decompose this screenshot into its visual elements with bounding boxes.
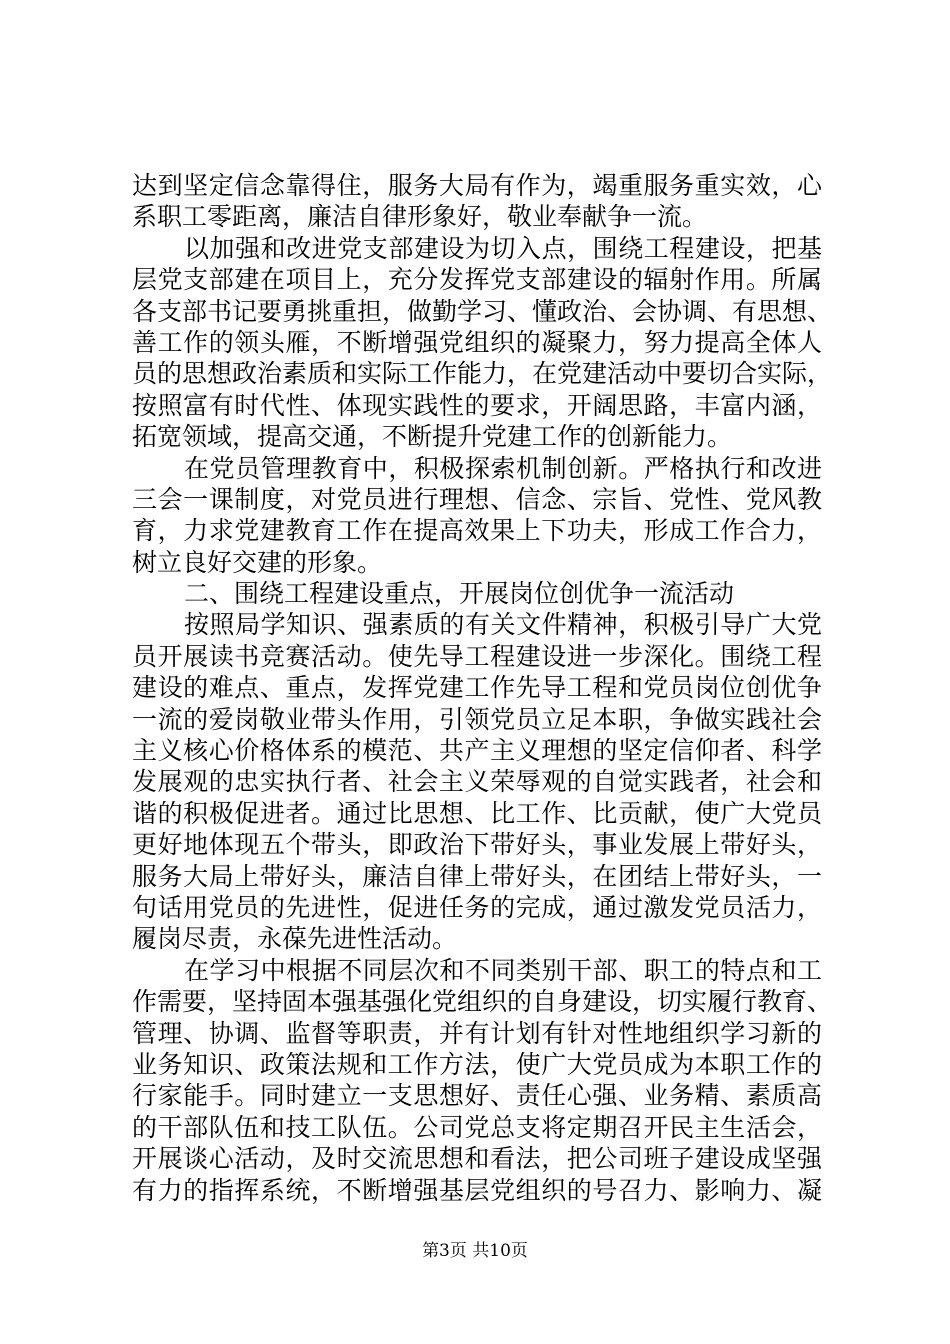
text-line: 员的思想政治素质和实际工作能力，在党建活动中要切合实际， <box>132 359 833 389</box>
text-line: 句话用党员的先进性，促进任务的完成，通过激发党员活力， <box>132 892 822 922</box>
text-line: 谐的积极促进者。通过比思想、比工作、比贡献，使广大党员 <box>132 798 822 828</box>
text-line: 在学习中根据不同层次和不同类别干部、职工的特点和工 <box>184 955 822 985</box>
text-line: 各支部书记要勇挑重担，做勤学习、懂政治、会协调、有思想、 <box>132 296 833 326</box>
text-line: 员开展读书竞赛活动。使先导工程建设进一步深化。围绕工程 <box>132 641 822 671</box>
text-line: 拓宽领域，提高交通，不断提升党建工作的创新能力。 <box>132 422 733 452</box>
text-line: 服务大局上带好头，廉洁自律上带好头，在团结上带好头，一 <box>132 861 822 891</box>
text-line: 主义核心价格体系的模范、共产主义理想的坚定信仰者、科学 <box>132 736 822 766</box>
body-text <box>132 170 833 1206</box>
text-line: 行家能手。同时建立一支思想好、责任心强、业务精、素质高 <box>132 1081 822 1111</box>
text-line: 的干部队伍和技工队伍。公司党总支将定期召开民主生活会， <box>132 1112 822 1142</box>
text-line: 系职工零距离，廉洁自律形象好，敬业奉献争一流。 <box>132 202 708 232</box>
text-line: 一流的爱岗敬业带头作用，引领党员立足本职，争做实践社会 <box>132 704 822 734</box>
text-line: 作需要，坚持固本强基强化党组织的自身建设，切实履行教育、 <box>132 987 833 1017</box>
text-line: 更好地体现五个带头，即政治下带好头，事业发展上带好头， <box>132 830 822 860</box>
text-line: 育，力求党建教育工作在提高效果上下功夫，形成工作合力， <box>132 516 822 546</box>
text-line: 善工作的领头雁，不断增强党组织的凝聚力，努力提高全体人 <box>132 327 822 357</box>
text-line: 发展观的忠实执行者、社会主义荣辱观的自觉实践者，社会和 <box>132 767 822 797</box>
text-line: 建设的难点、重点，发挥党建工作先导工程和党员岗位创优争 <box>132 673 822 703</box>
text-line: 树立良好交建的形象。 <box>132 547 383 577</box>
text-line: 在党员管理教育中，积极探索机制创新。严格执行和改进 <box>184 453 822 483</box>
page-footer: 第3页 共10页 <box>422 1241 528 1261</box>
text-line: 以加强和改进党支部建设为切入点，围绕工程建设，把基 <box>184 233 822 263</box>
text-line: 三会一课制度，对党员进行理想、信念、宗旨、党性、党风教 <box>132 484 822 514</box>
text-line: 按照局学知识、强素质的有关文件精神，积极引导广大党 <box>184 610 822 640</box>
text-line: 层党支部建在项目上，充分发挥党支部建设的辐射作用。所属 <box>132 265 822 295</box>
text-line: 按照富有时代性、体现实践性的要求，开阔思路，丰富内涵， <box>132 390 822 420</box>
text-line: 业务知识、政策法规和工作方法，使广大党员成为本职工作的 <box>132 1049 822 1079</box>
text-line: 开展谈心活动，及时交流思想和看法，把公司班子建设成坚强 <box>132 1144 822 1174</box>
text-line: 管理、协调、监督等职责，并有计划有针对性地组织学习新的 <box>132 1018 822 1048</box>
text-line: 履岗尽责，永葆先进性活动。 <box>132 924 458 954</box>
section-heading: 二、围绕工程建设重点，开展岗位创优争一流活动 <box>184 579 735 609</box>
text-line: 有力的指挥系统，不断增强基层党组织的号召力、影响力、凝 <box>132 1175 822 1205</box>
text-line: 达到坚定信念靠得住，服务大局有作为，竭重服务重实效，心 <box>132 171 822 200</box>
